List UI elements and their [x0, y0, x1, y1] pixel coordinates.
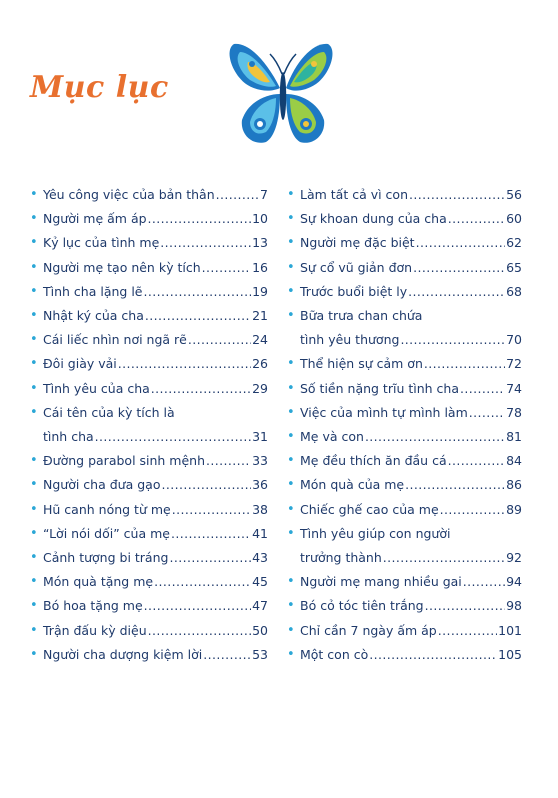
page-title: Mục lục — [30, 70, 169, 105]
page-number: 89 — [506, 501, 522, 517]
page-number: 60 — [506, 211, 522, 227]
toc-item[interactable]: • Sự khoan dung của cha ..... 60 — [287, 207, 522, 231]
toc-item[interactable]: • Người cha đưa gạo ..... 36 — [30, 473, 268, 497]
toc-item[interactable]: • Đôi giày vải ..... 26 — [30, 352, 268, 376]
toc-item[interactable]: • Tình yêu giúp con người trưởng thành ..... 92 — [287, 522, 522, 570]
page-number: 98 — [506, 598, 522, 614]
toc-item[interactable]: • Tình cha lặng lẽ ..... 19 — [30, 280, 268, 304]
page-number: 31 — [252, 429, 268, 445]
page-number: 50 — [252, 622, 268, 638]
page-number: 47 — [252, 598, 268, 614]
toc-item[interactable]: • “Lời nói dối” của mẹ ..... 41 — [30, 522, 268, 546]
toc-item[interactable]: • Cái liếc nhìn nơi ngã rẽ ..... 24 — [30, 328, 268, 352]
page-number: 74 — [506, 380, 522, 396]
page-number: 29 — [252, 380, 268, 396]
page-number: 36 — [252, 477, 268, 493]
toc-item[interactable]: • Chỉ cần 7 ngày ấm áp ..... 101 — [287, 619, 522, 643]
page-number: 24 — [252, 332, 268, 348]
page-number: 81 — [506, 429, 522, 445]
butterfly-icon — [226, 38, 338, 154]
toc-item[interactable]: • Số tiền nặng trĩu tình cha ..... 74 — [287, 377, 522, 401]
toc-item[interactable]: • Người mẹ tạo nên kỳ tích ..... 16 — [30, 256, 268, 280]
toc-item[interactable]: • Sự cổ vũ giản đơn ..... 65 — [287, 256, 522, 280]
toc-item[interactable]: • Món quà tặng mẹ ..... 45 — [30, 570, 268, 594]
toc-item[interactable]: • Bữa trưa chan chứa tình yêu thương ..... 70 — [287, 304, 522, 352]
page-number: 70 — [506, 332, 522, 348]
toc-item[interactable]: • Món quà của mẹ ..... 86 — [287, 473, 522, 497]
toc-item[interactable]: • Đường parabol sinh mệnh ..... 33 — [30, 449, 268, 473]
page-number: 56 — [506, 187, 522, 202]
toc-item[interactable]: • Người mẹ mang nhiều gai ..... 94 — [287, 570, 522, 594]
toc-item[interactable]: • Mẹ đều thích ăn đầu cá ..... 84 — [287, 449, 522, 473]
toc-column-left — [30, 183, 268, 667]
page-number: 92 — [506, 550, 522, 566]
page-number: 45 — [252, 574, 268, 590]
page-number: 94 — [506, 574, 522, 590]
toc-item[interactable]: • Chiếc ghế cao của mẹ ..... 89 — [287, 498, 522, 522]
page-number: 16 — [252, 259, 268, 275]
page-number: 101 — [498, 622, 522, 638]
page-number: 72 — [506, 356, 522, 372]
page-number: 105 — [498, 646, 522, 662]
toc-item[interactable]: • Người cha dượng kiệm lời ..... 53 — [30, 643, 268, 667]
page-number: 86 — [506, 477, 522, 493]
toc-column-right — [287, 183, 522, 667]
page-number: 65 — [506, 259, 522, 275]
page-number: 43 — [252, 550, 268, 566]
toc-item[interactable]: • Bó hoa tặng mẹ ..... 47 — [30, 594, 268, 618]
toc-item[interactable]: • Cảnh tượng bi tráng ..... 43 — [30, 546, 268, 570]
toc-item[interactable]: • Trận đấu kỳ diệu ..... 50 — [30, 619, 268, 643]
toc-item[interactable]: • Hũ canh nóng từ mẹ ..... 38 — [30, 498, 268, 522]
page-number: 7 — [260, 187, 268, 202]
page-number: 19 — [252, 283, 268, 299]
page-number: 10 — [252, 211, 268, 227]
page-number: 26 — [252, 356, 268, 372]
page-number: 68 — [506, 283, 522, 299]
toc-item[interactable]: • Yêu công việc của bản thân ..... 7 — [30, 183, 268, 207]
toc-item[interactable]: • Người mẹ đặc biệt ..... 62 — [287, 231, 522, 255]
toc-item[interactable]: • Thể hiện sự cảm ơn ..... 72 — [287, 352, 522, 376]
toc-item[interactable]: • Tình yêu của cha ..... 29 — [30, 377, 268, 401]
toc-item[interactable]: • Kỷ lục của tình mẹ ..... 13 — [30, 231, 268, 255]
toc-item[interactable]: • Một con cò ..... 105 — [287, 643, 522, 667]
page-number: 62 — [506, 235, 522, 251]
page-number: 38 — [252, 501, 268, 517]
page-number: 33 — [252, 453, 268, 469]
toc-item[interactable]: • Mẹ và con ..... 81 — [287, 425, 522, 449]
page-number: 84 — [506, 453, 522, 469]
page-number: 78 — [506, 404, 522, 420]
toc-item[interactable]: • Bó cỏ tóc tiên trắng ..... 98 — [287, 594, 522, 618]
toc-item[interactable]: • Nhật ký của cha ..... 21 — [30, 304, 268, 328]
page-number: 13 — [252, 235, 268, 251]
page-number: 41 — [252, 525, 268, 541]
toc-item[interactable]: • Người mẹ ấm áp ..... 10 — [30, 207, 268, 231]
page-number: 21 — [252, 308, 268, 324]
toc-item[interactable]: • Việc của mình tự mình làm ..... 78 — [287, 401, 522, 425]
page-number: 53 — [252, 646, 268, 662]
toc-item[interactable]: • Làm tất cả vì con ..... 56 — [287, 183, 522, 207]
toc-item[interactable]: • Cái tên của kỳ tích là tình cha ..... 31 — [30, 401, 268, 449]
toc-item[interactable]: • Trước buổi biệt ly ..... 68 — [287, 280, 522, 304]
